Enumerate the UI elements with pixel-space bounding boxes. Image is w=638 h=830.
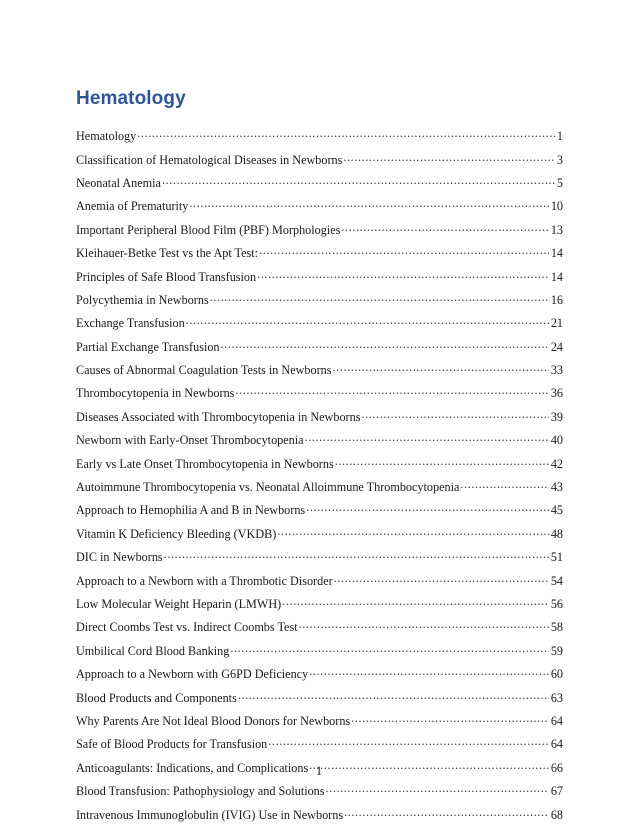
toc-entry-title: Anticoagulants: Indications, and Complications xyxy=(76,760,309,775)
toc-entry-title: DIC in Newborns xyxy=(76,550,163,565)
toc-dot-leader xyxy=(343,151,555,163)
toc-entry-page: 59 xyxy=(550,643,563,658)
toc-entry-page: 36 xyxy=(550,386,563,401)
toc-entry-title: Approach to Hemophilia A and B in Newborns xyxy=(76,503,306,518)
toc-entry-title: Kleihauer-Betke Test vs the Apt Test: xyxy=(76,246,259,261)
toc-entry[interactable] xyxy=(76,175,563,198)
toc-dot-leader xyxy=(309,666,549,678)
toc-entry[interactable] xyxy=(76,689,563,712)
toc-entry-page: 67 xyxy=(550,784,563,799)
table-of-contents xyxy=(76,128,563,830)
toc-entry-page: 56 xyxy=(550,597,563,611)
toc-entry-page: 3 xyxy=(556,152,563,167)
toc-entry[interactable] xyxy=(76,806,563,829)
toc-entry-title: Partial Exchange Transfusion xyxy=(76,339,220,354)
toc-entry-title: Diseases Associated with Thrombocytopenia in Newborns xyxy=(76,409,361,424)
toc-dot-leader xyxy=(235,385,548,397)
toc-entry-page: 24 xyxy=(550,339,563,354)
toc-entry-title: Classification of Hematological Diseases in Newborns xyxy=(76,152,343,167)
toc-entry-title: Vitamin K Deficiency Bleeding (VKDB) xyxy=(76,526,277,541)
toc-entry[interactable] xyxy=(76,339,563,362)
toc-entry-title: Autoimmune Thrombocytopenia vs. Neonatal Alloimmune Thrombocytopenia xyxy=(76,480,460,495)
toc-entry[interactable] xyxy=(76,222,563,245)
toc-dot-leader xyxy=(341,222,548,234)
toc-entry-title: Low Molecular Weight Heparin (LMWH) xyxy=(76,597,282,611)
toc-dot-leader xyxy=(164,549,549,561)
toc-entry-title: Blood Transfusion: Pathophysiology and Solutions xyxy=(76,784,325,799)
toc-dot-leader xyxy=(259,245,549,257)
toc-dot-leader xyxy=(326,783,549,795)
toc-entry-title: Direct Coombs Test vs. Indirect Coombs Test xyxy=(76,620,298,635)
toc-entry-page: 64 xyxy=(550,713,563,728)
toc-dot-leader xyxy=(351,713,549,725)
toc-entry-page: 58 xyxy=(550,620,563,635)
toc-entry-title: Newborn with Early-Onset Thrombocytopenia xyxy=(76,433,304,448)
toc-entry[interactable] xyxy=(76,362,563,385)
toc-entry[interactable] xyxy=(76,385,563,408)
toc-entry-page: 63 xyxy=(550,690,563,705)
toc-dot-leader xyxy=(238,689,549,701)
toc-entry-title: Safe of Blood Products for Transfusion xyxy=(76,737,268,752)
toc-entry-page: 68 xyxy=(550,807,563,822)
toc-entry-page: 40 xyxy=(550,433,563,448)
toc-dot-leader xyxy=(333,362,549,374)
toc-entry[interactable] xyxy=(76,292,563,315)
toc-dot-leader xyxy=(361,409,548,421)
toc-entry-page: 64 xyxy=(550,737,563,752)
toc-entry[interactable] xyxy=(76,479,563,502)
toc-entry[interactable] xyxy=(76,245,563,268)
toc-entry-title: Approach to a Newborn with G6PD Deficiency xyxy=(76,667,309,682)
toc-dot-leader xyxy=(344,806,549,818)
toc-dot-leader xyxy=(210,292,549,304)
toc-entry[interactable] xyxy=(76,549,563,572)
toc-entry[interactable] xyxy=(76,596,563,619)
toc-entry-page: 45 xyxy=(550,503,563,518)
toc-dot-leader xyxy=(137,128,555,140)
toc-entry-page: 13 xyxy=(550,222,563,237)
toc-entry[interactable] xyxy=(76,502,563,525)
toc-dot-leader xyxy=(162,175,555,187)
toc-dot-leader xyxy=(334,572,549,584)
toc-entry-title: Hematology xyxy=(76,129,137,144)
toc-dot-leader xyxy=(221,339,549,351)
toc-entry[interactable] xyxy=(76,526,563,549)
toc-title: Hematology xyxy=(76,88,186,109)
toc-entry-title: Umbilical Cord Blood Banking xyxy=(76,643,230,658)
toc-entry-title: Early vs Late Onset Thrombocytopenia in Newborns xyxy=(76,456,334,471)
toc-entry[interactable] xyxy=(76,128,563,151)
toc-dot-leader xyxy=(189,198,548,210)
toc-entry[interactable] xyxy=(76,643,563,666)
toc-entry-page: 14 xyxy=(550,246,563,261)
toc-dot-leader xyxy=(335,455,549,467)
toc-entry-page: 51 xyxy=(550,550,563,565)
toc-entry[interactable] xyxy=(76,619,563,642)
toc-dot-leader xyxy=(299,619,549,631)
toc-entry-page: 33 xyxy=(550,363,563,378)
toc-entry-page: 66 xyxy=(550,760,563,775)
toc-dot-leader xyxy=(277,526,549,538)
toc-entry[interactable] xyxy=(76,455,563,478)
toc-entry[interactable] xyxy=(76,315,563,338)
toc-dot-leader xyxy=(230,643,548,655)
toc-entry-page: 43 xyxy=(550,480,563,495)
toc-entry-title: Important Peripheral Blood Film (PBF) Morphologies xyxy=(76,222,341,237)
toc-dot-leader xyxy=(460,479,548,491)
toc-entry-title: Polycythemia in Newborns xyxy=(76,292,209,307)
toc-entry-title: Why Parents Are Not Ideal Blood Donors for Newborns xyxy=(76,713,351,728)
toc-entry-title: Neonatal Anemia xyxy=(76,175,161,190)
toc-entry[interactable] xyxy=(76,432,563,455)
toc-entry-title: Approach to a Newborn with a Thrombotic Disorder xyxy=(76,573,333,588)
toc-entry-page: 60 xyxy=(550,667,563,682)
toc-entry[interactable] xyxy=(76,151,563,174)
toc-entry[interactable] xyxy=(76,198,563,221)
toc-dot-leader xyxy=(282,596,549,608)
toc-entry-page: 21 xyxy=(550,316,563,331)
toc-dot-leader xyxy=(186,315,549,327)
toc-entry-page: 14 xyxy=(550,269,563,284)
toc-entry[interactable] xyxy=(76,736,563,759)
toc-entry-page: 5 xyxy=(556,175,563,190)
toc-entry-title: Intravenous Immunoglobulin (IVIG) Use in Newborns xyxy=(76,807,344,822)
toc-entry-page: 39 xyxy=(550,409,563,424)
toc-entry-page: 10 xyxy=(550,199,563,214)
toc-entry-page: 16 xyxy=(550,292,563,307)
toc-entry[interactable] xyxy=(76,572,563,595)
toc-entry-page: 48 xyxy=(550,526,563,541)
toc-entry[interactable] xyxy=(76,666,563,689)
toc-dot-leader xyxy=(268,736,549,748)
toc-entry-page: 42 xyxy=(550,456,563,471)
toc-entry-title: Principles of Safe Blood Transfusion xyxy=(76,269,257,284)
toc-dot-leader xyxy=(257,268,549,280)
toc-entry[interactable] xyxy=(76,268,563,291)
toc-entry[interactable] xyxy=(76,713,563,736)
toc-entry[interactable] xyxy=(76,783,563,806)
toc-entry[interactable] xyxy=(76,409,563,432)
toc-entry-title: Causes of Abnormal Coagulation Tests in Newborns xyxy=(76,363,332,378)
toc-entry-page: 1 xyxy=(556,129,563,144)
toc-entry-title: Anemia of Prematurity xyxy=(76,199,189,214)
toc-entry-page: 54 xyxy=(550,573,563,588)
toc-entry-title: Exchange Transfusion xyxy=(76,316,185,331)
page-number: 1 xyxy=(315,764,323,778)
toc-entry-title: Blood Products and Components xyxy=(76,690,237,705)
toc-entry-title: Thrombocytopenia in Newborns xyxy=(76,386,235,401)
toc-dot-leader xyxy=(306,502,549,514)
toc-dot-leader xyxy=(305,432,549,444)
